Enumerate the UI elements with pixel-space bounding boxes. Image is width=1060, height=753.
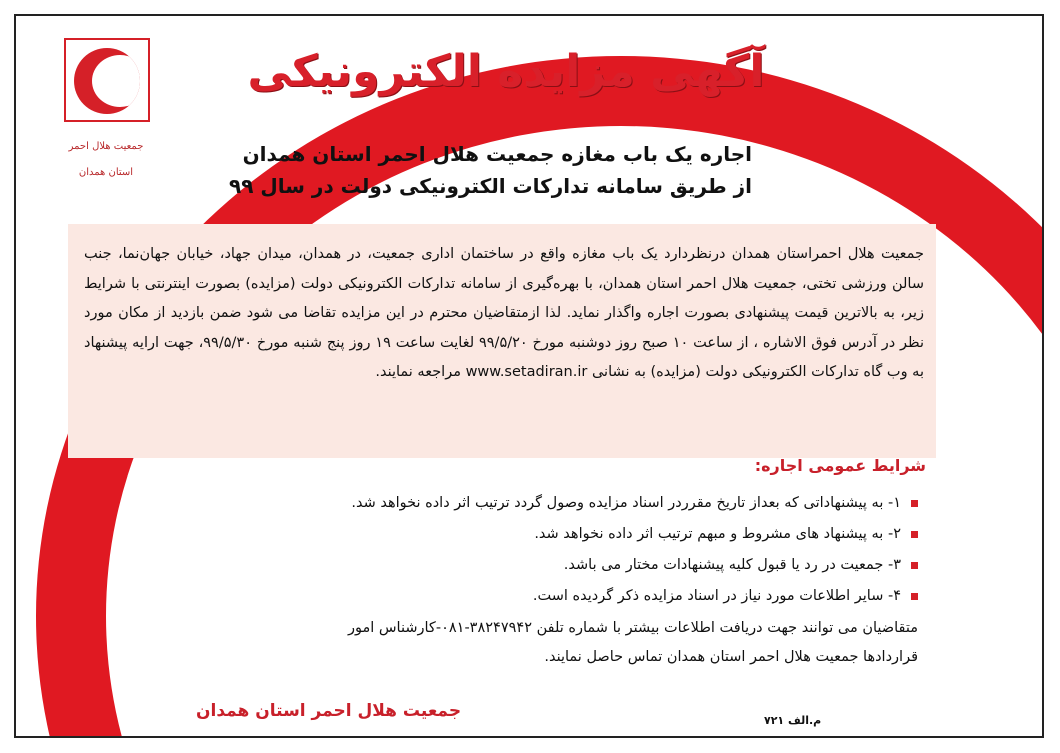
ad-subtitle xyxy=(152,138,752,202)
reference-code: م.الف ۷۲۱ xyxy=(764,714,822,727)
red-crescent-logo xyxy=(64,38,150,122)
condition-text: ۲- به پیشنهاد های مشروط و مبهم ترتیب اثر داده نخواهد شد. xyxy=(534,526,901,542)
bullet-icon xyxy=(911,562,918,569)
condition-item xyxy=(158,488,918,519)
condition-item xyxy=(158,550,918,581)
logo-caption-line2: استان همدان xyxy=(78,167,134,178)
body-paragraph: جمعیت هلال احمراستان همدان درنظردارد یک باب مغازه واقع در ساختمان اداری جمعیت، در همدان، میدان جهاد، خیابان جهان‌نما، جنب سالن ورزشی تختی، جمعیت هلال احمر استان همدان، با بهره‌گیری از سامانه تدارکات الکترونیکی دولت (مزایده) بصورت اینترنتی با شرایط زیر، به بالاترین قیمت پیشنهادی بصورت اجاره واگذار نماید. لذا ازمتقاضیان محترم در این مزایده تقاضا می شود ضمن بازدید از مکان مورد نظر در آدرس فوق الاشاره ، از ساعت ۱۰ صبح روز دوشنبه مورخ ۹۹/۵/۲۰ لغایت ساعت ۱۹ روز پنج شنبه مورخ ۹۹/۵/۳۰، جهت ارایه پیشنهاد به وب گاه تدارکات الکترونیکی دولت (مزایده) به نشانی www.setadiran.ir مراجعه نمایند. xyxy=(84,246,924,380)
condition-text: ۳- جمعیت در رد یا قبول کلیه پیشنهادات مختار می باشد. xyxy=(563,557,901,573)
bullet-icon xyxy=(911,500,918,507)
subtitle-line2: از طریق سامانه تدارکات الکترونیکی دولت در سال ۹۹ xyxy=(229,174,752,198)
bullet-icon xyxy=(911,531,918,538)
condition-text: ۴- سایر اطلاعات مورد نیاز در اسناد مزایده ذکر گردیده است. xyxy=(532,588,901,604)
ad-frame xyxy=(14,14,1044,738)
contact-info xyxy=(158,614,918,672)
logo-caption-line1: جمعیت هلال احمر xyxy=(68,141,144,152)
condition-item xyxy=(158,581,918,612)
ad-title: آگهی مزایده الکترونیکی xyxy=(247,46,765,97)
content-panel xyxy=(68,224,936,458)
conditions-title: شرایط عمومی اجاره: xyxy=(754,456,926,475)
signature: جمعیت هلال احمر استان همدان xyxy=(196,701,462,721)
subtitle-line1: اجاره یک باب مغازه جمعیت هلال احمر استان همدان xyxy=(242,142,752,166)
logo-caption xyxy=(46,134,166,186)
condition-item xyxy=(158,519,918,550)
conditions-list xyxy=(158,488,918,612)
red-crescent-icon xyxy=(74,48,140,114)
contact-line2: قراردادها جمعیت هلال احمر استان همدان تماس حاصل نمایند. xyxy=(544,649,918,665)
condition-text: ۱- به پیشنهاداتی که بعداز تاریخ مقرردر اسناد مزایده وصول گردد ترتیب اثر داده نخواهد شد. xyxy=(351,495,901,511)
contact-line1: متقاضیان می توانند جهت دریافت اطلاعات بیشتر با شماره تلفن ۳۸۲۴۷۹۴۲-۰۸۱-کارشناس امور xyxy=(347,620,918,636)
bullet-icon xyxy=(911,593,918,600)
